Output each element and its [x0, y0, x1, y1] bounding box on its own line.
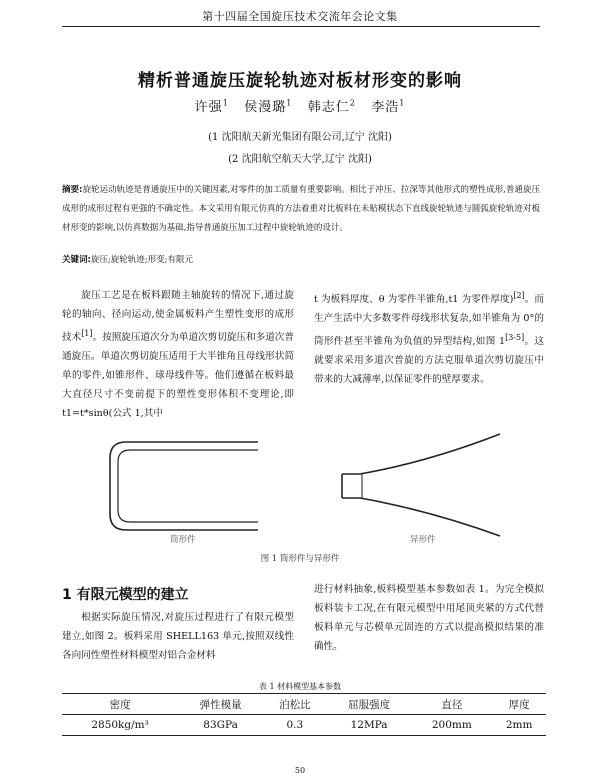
- page-number: 50: [294, 766, 306, 775]
- running-header: 第十四届全国旋压技术交流年会论文集: [202, 10, 398, 23]
- author-affiliation-mark: 2: [349, 98, 356, 108]
- header-divider: [62, 26, 540, 27]
- citation: [1]: [81, 329, 93, 338]
- author-name: 侯漫璐: [244, 100, 287, 115]
- table-cell: 83GPa: [203, 719, 238, 731]
- author-list: [0, 96, 600, 115]
- author-name: 许强: [194, 100, 223, 115]
- figure-1: [98, 424, 518, 544]
- cylinder-part-drawing: [110, 442, 258, 530]
- table-cell: 0.3: [286, 719, 304, 731]
- figure-caption: 图 1 筒形件与异形件: [260, 554, 340, 564]
- table-header-cell: 弹性模量: [199, 698, 242, 711]
- figure-label-cylinder: 筒形件: [170, 535, 196, 545]
- author-affiliation-mark: 1: [286, 98, 293, 108]
- author-affiliation-mark: 1: [399, 98, 406, 108]
- table-row: [62, 715, 546, 736]
- table-header-cell: 厚度: [508, 698, 530, 711]
- table-cell: 2850kg/m³: [91, 719, 149, 731]
- abstract-label: 摘要:: [62, 185, 83, 195]
- table-header-row: [62, 694, 546, 715]
- intro-paragraph-left: [62, 286, 294, 423]
- affiliation-1: (1 沈阳航天新光集团有限公司,辽宁 沈阳): [208, 132, 392, 143]
- section-paragraph-right: 进行材料抽象,板料模型基本参数如表 1。为完全模拟板料装卡工况,在有限元模型中用尾顶夹紧的方式代替板料单元与芯模单元固连的方式以提高模拟结果的准确性。: [314, 584, 544, 652]
- keywords: [62, 253, 540, 265]
- table-header-cell: 泊松比: [279, 698, 311, 711]
- section-paragraph-left: 根据实际旋压情况,对旋压过程进行了有限元模型建立,如图 2。板料采用 SHELL163 单元,按照双线性各向同性塑性材料模型对铝合金材料: [62, 612, 294, 661]
- table-header-cell: 屈服强度: [348, 698, 391, 711]
- body-text: 旋压工艺是在板料跟随主轴旋转的情况下,通过旋轮的轴向、径向运动,使金属板料产生塑性变形的成形技术: [62, 290, 294, 344]
- affiliation-2: (2 沈阳航空航天大学,辽宁 沈阳): [228, 154, 372, 165]
- citation: [3-5]: [505, 333, 525, 343]
- intro-paragraph-right: [314, 286, 544, 389]
- keywords-label: 关键词:: [62, 255, 91, 265]
- body-text: 。按照旋压道次分为单道次剪切旋压和多道次普通旋压。单道次剪切旋压适用于大半锥角且母线形状简单的零件,如锥形件、球母线件等。他们遵循在板料最大直径尺寸不变前提下的塑性变形体积不变理论,即 t1=t*sinθ(公式 1,其中: [62, 332, 294, 420]
- table-header-cell: 直径: [441, 698, 463, 711]
- author-affiliation-mark: 1: [222, 98, 229, 108]
- table-cell: 2mm: [505, 719, 533, 731]
- abstract-text: 旋轮运动轨迹是普通旋压中的关键因素,对零件的加工质量有重要影响。相比于冲压、拉深等其他形式的塑性成形,普通旋压成形的成形过程有更强的不确定性。本文采用有限元仿真的方法着重对比板料在未贴模状态下直线旋轮轨迹与圆弧旋轮轨迹对板材形变的影响,以仿真数据为基础,指导普通旋压加工过程中旋轮轨迹的设计。: [62, 185, 540, 233]
- special-shaped-part-drawing: [342, 434, 500, 536]
- body-text: t 为板料厚度、θ 为零件半锥角,t1 为零件厚度): [314, 294, 514, 306]
- table-cell: 12MPa: [350, 719, 388, 731]
- author-name: 韩志仁: [307, 100, 350, 115]
- table-caption: 表 1 材料模型基本参数: [258, 682, 342, 691]
- paper-title: 精析普通旋压旋轮轨迹对板材形变的影响: [138, 71, 462, 91]
- author-name: 李浩: [371, 100, 400, 115]
- material-parameter-table: [62, 693, 546, 736]
- keywords-text: 旋压;旋轮轨迹;形变;有限元: [90, 255, 193, 265]
- body-text: 。这就要求采用多道次普旋的方法克服单道次剪切旋压中带来的大减薄率,以保证零件的壁厚要求。: [314, 336, 545, 386]
- table-header-cell: 密度: [109, 698, 131, 711]
- figure-label-special: 异形件: [410, 535, 436, 545]
- table-cell: 200mm: [431, 719, 472, 731]
- body-text: 。而生产生活中大多数零件母线形状复杂,如半锥角为 0°的筒形件甚至半锥角为负值的异型结构,如图 1: [314, 294, 545, 348]
- citation: [2]: [513, 291, 525, 300]
- abstract: [62, 181, 540, 238]
- section-heading: 1 有限元模型的建立: [62, 587, 189, 603]
